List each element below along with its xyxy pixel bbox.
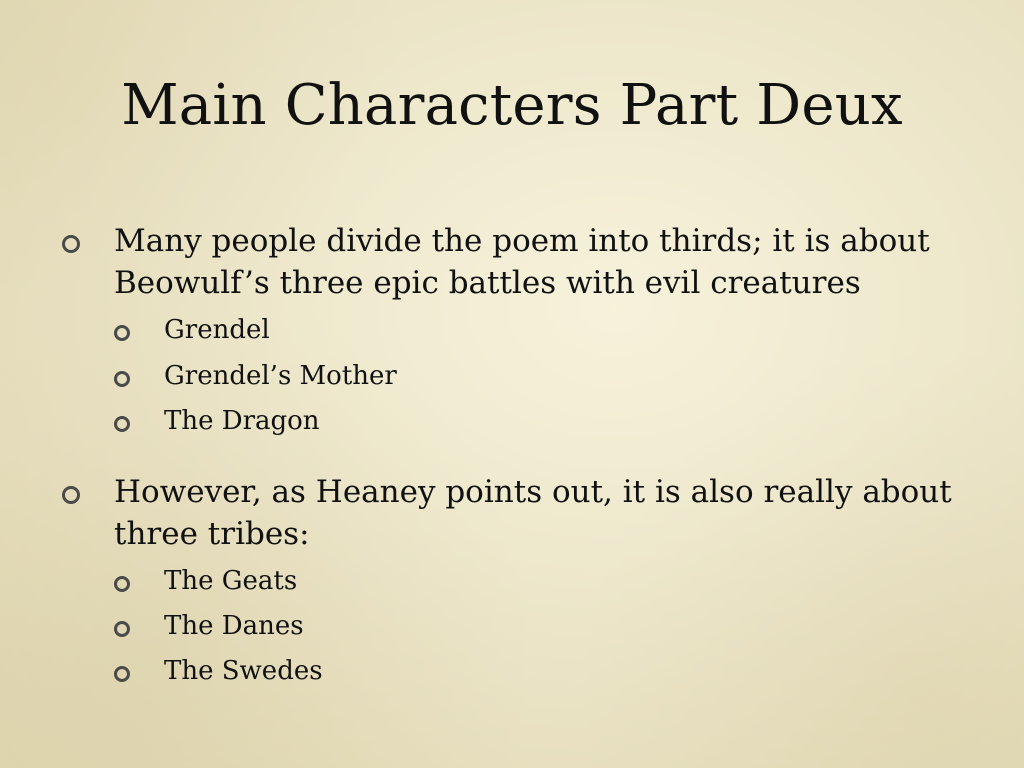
sub-bullet-item [114, 358, 814, 398]
sub-bullet-text: The Swedes [164, 656, 323, 686]
sub-bullet-text: The Geats [164, 566, 298, 596]
bullet-text: However, as Heaney points out, it is also really about three tribes: [114, 474, 952, 552]
hollow-circle-icon [114, 666, 130, 682]
hollow-circle-icon [114, 621, 130, 637]
hollow-circle-icon [114, 325, 130, 341]
hollow-circle-icon [62, 235, 80, 253]
sub-bullet-text: Grendel [164, 315, 270, 345]
hollow-circle-icon [114, 371, 130, 387]
hollow-circle-icon [114, 576, 130, 592]
hollow-circle-icon [62, 486, 80, 504]
sub-bullet-item [114, 312, 814, 352]
slide-title: Main Characters Part Deux [121, 73, 903, 138]
bullet-text: Many people divide the poem into thirds; it is about Beowulf’s three epic battles with evil creatures [114, 223, 930, 301]
sub-bullet-item [114, 563, 814, 603]
sub-bullet-item [114, 653, 814, 693]
sub-bullet-item [114, 403, 814, 443]
sub-bullet-item [114, 608, 814, 648]
sub-bullet-text: The Dragon [164, 406, 320, 436]
sub-bullet-text: Grendel’s Mother [164, 361, 397, 391]
hollow-circle-icon [114, 416, 130, 432]
sub-bullet-text: The Danes [164, 611, 304, 641]
